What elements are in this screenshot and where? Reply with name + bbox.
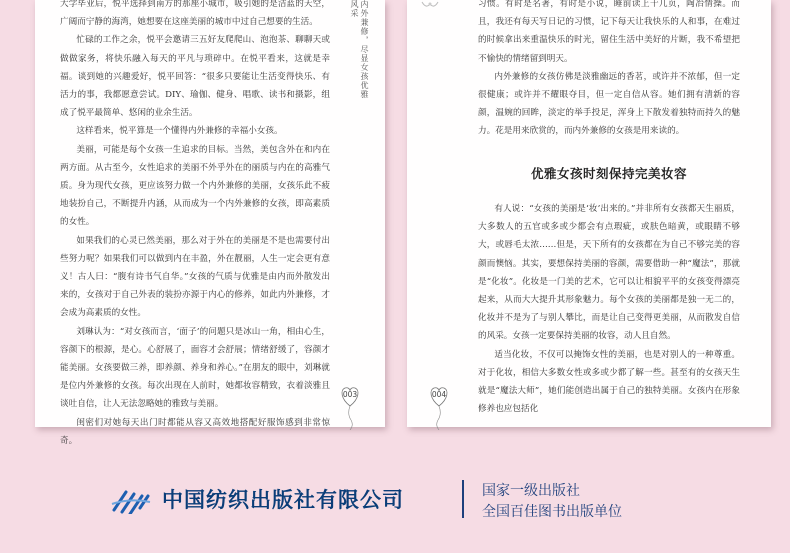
right-page-bottom-body bbox=[478, 200, 740, 418]
right-page-top-body bbox=[478, 0, 740, 141]
publisher-tagline: 全国百佳图书出版单位 bbox=[482, 504, 622, 520]
page-number: 003 bbox=[342, 390, 358, 399]
running-title: 内外兼修，尽显女孩优雅风采 bbox=[350, 0, 369, 99]
paragraph: 适当化妆，不仅可以掩饰女性的美丽，也是对别人的一种尊重。对于化妆，相信大多数女性或多或少都了解一些。甚至有的女孩天生就是“魔法大师”，她们能创造出属于自己的独特美丽。女孩内在形象修养也应包括化 bbox=[478, 349, 740, 415]
paragraph: 美丽，可能是每个女孩一生追求的目标。当然，美包含外在和内在两方面。从古至今，女性追求的美丽不外乎外在的丽质与内在的高雅气质。身为现代女孩，更应该努力做一个内外兼修的美丽，女孩乐此不疲地装扮自己，不断提升内涵，从而成为一个内外兼修的女孩，即高素质的女性。 bbox=[60, 144, 330, 228]
paragraph: 闺密们对她每天出门时都能从容又高效地搭配好服饰感到非常惊奇。 bbox=[60, 417, 330, 446]
paragraph: 这样看来，悦平算是一个懂得内外兼修的幸福小女孩。 bbox=[76, 126, 283, 137]
publisher-banner bbox=[0, 440, 790, 553]
paragraph: 如果我们的心灵已然美丽，那么对于外在的美丽是不是也需要付出些努力呢？如果我们可以做到内在丰盈，外在靓丽，人生一定会更有意义！古人曰：“腹有诗书气自华。”女孩的气质与优雅是由内而外散发出来的，女孩对于自己外表的装扮亦源于内心的修养，如此内外兼修，才会成为高素质的女性。 bbox=[60, 235, 330, 319]
paragraph: 刘琳认为：“对女孩而言，‘面子’的问题只是冰山一角，相由心生，容颜下的根源，是心。心舒展了，面容才会舒展；情绪舒缓了，容颜才能美丽。女孩要做三养，即养颜、养身和养心。”在朋友的眼中，刘琳就是位内外兼修的女孩。每次出现在人前时，她都妆容精致，衣着淡雅且谈吐自信，让人无法忽略她的雅致与美丽。 bbox=[60, 326, 330, 410]
paragraph: 习惯。有时是名著，有时是小说，睡前读上十几页，陶冶情操。而且，我还有每天写日记的习惯，记下每天让我快乐的人和事，在难过的时候拿出来重温快乐的时光，留住生活中美好的片断，我不希望把不愉快的情绪留到明天。 bbox=[478, 0, 740, 64]
section-heading: 优雅女孩时刻保持完美妆容 bbox=[530, 166, 687, 181]
page-number-balloon bbox=[428, 386, 450, 430]
paragraph: 忙碌的工作之余，悦平会邀请三五好友爬爬山、泡泡茶、聊聊天或做做家务，将快乐融入每天的平凡与琐碎中。在悦平看来，这就是幸福。谈到她的兴趣爱好，悦平回答：“很多只要能让生活变得快乐、有活力的事，我都愿意尝试。DIY、瑜伽、健身、唱歌、读书和摄影，组成了悦平最简单、悠闲的业余生活。 bbox=[60, 35, 330, 119]
publisher-logo-icon bbox=[110, 488, 152, 514]
publisher-tagline: 国家一级出版社 bbox=[482, 483, 580, 499]
paragraph: 内外兼修的女孩仿佛是淡雅幽远的香茗，或许并不浓郁，但一定很健康；或许并不耀眼夺目，但一定自信从容。她们拥有清新的容颜，温婉的回眸，淡定的举手投足，浑身上下散发着独特而持久的魅力。花是用来欣赏的，而内外兼修的女孩是用来读的。 bbox=[478, 71, 740, 137]
page-number-balloon bbox=[339, 386, 361, 430]
paragraph: 大学毕业后，悦平选择到南方的那座小城市，吸引她的是洁蓝的天空，广阔而宁静的海湾，她想要在这座美丽的城市中过自己想要的生活。 bbox=[60, 0, 330, 28]
page-number: 004 bbox=[431, 390, 447, 399]
divider bbox=[462, 480, 464, 518]
publisher-name: 中国纺织出版社有限公司 bbox=[162, 488, 404, 512]
left-page-body bbox=[60, 0, 330, 450]
paragraph: 有人说：“女孩的美丽是‘妆’出来的。”并非所有女孩都天生丽质，大多数人的五官或多或少都会有点瑕疵，或肤色暗黄，或眼睛不够大，或唇毛太浓……但是，天下所有的女孩都在为自己不够完美的容颜而懊恼。其实，要想保持美丽的容颜，需要借助一种“魔法”，那就是“化妆”。化妆是一门美的艺术，它可以让相貌平平的女孩变得漂亮起来，从而大大提升其形象魅力。每个女孩的美丽都是独一无二的，化妆并不是为了与别人攀比，而是让自己变得更美丽，从而散发自信的风采。女孩一定要保持美丽的妆容，动人且自然。 bbox=[478, 204, 740, 342]
flourish-icon bbox=[421, 0, 439, 10]
